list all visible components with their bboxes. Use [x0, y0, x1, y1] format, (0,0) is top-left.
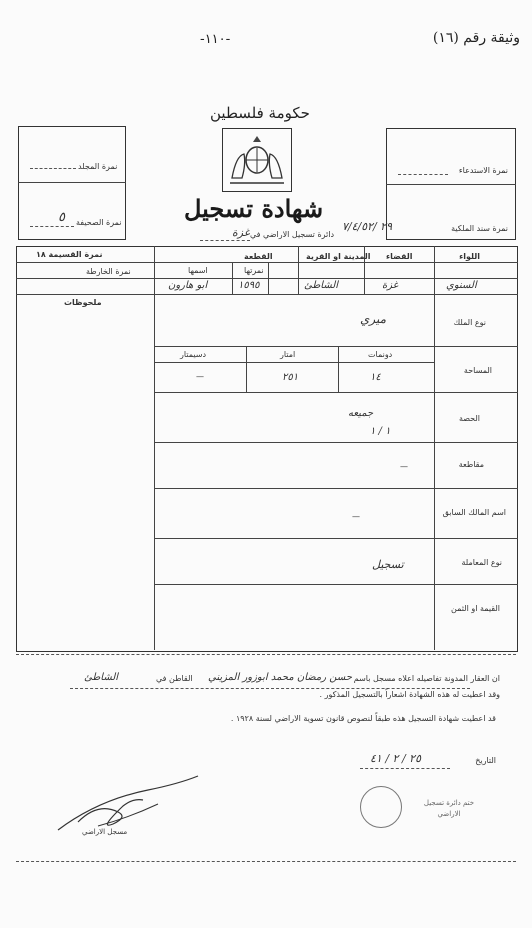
deed-number-label: نمرة سند الملكية — [451, 224, 508, 233]
date-label: التاريخ — [475, 756, 496, 765]
office-stamp-label: ختم دائرة تسجيل الاراضي — [423, 799, 475, 818]
col-header-subdistrict: القضاء — [386, 252, 413, 261]
deed-number-value: ٢٩ /٧/٤/٥٢ — [342, 220, 393, 233]
volume-label: نمرة المجلد — [78, 162, 118, 171]
previous-owner-value: — — [352, 512, 360, 521]
area-dunums-value: ١٤ — [370, 372, 381, 383]
certificate-title: شهادة تسجيل — [184, 194, 324, 223]
transaction-type-value: تسجيل — [372, 558, 404, 571]
area-meters-value: ٢٥١ — [282, 372, 299, 383]
page-label: نمرة الصحيفة — [76, 218, 122, 227]
village-value: الشاطئ — [304, 280, 339, 291]
area-meters-header: امتار — [280, 350, 296, 359]
col-header-parcel-number: نمرة القسيمة ١٨ — [36, 250, 103, 259]
office-stamp-seal — [360, 786, 402, 828]
boundaries-value: — — [400, 462, 408, 471]
coat-of-arms-emblem — [222, 128, 292, 192]
plot-number-sub-header: نمرتها — [244, 266, 264, 275]
col-header-district: اللواء — [459, 252, 480, 261]
area-decimeters-value: — — [196, 372, 204, 381]
land-registry-office-value: غزة — [232, 226, 250, 239]
remarks-label: ملحوظات — [64, 298, 102, 307]
resident-place: الشاطئ — [84, 672, 119, 683]
col-header-plot: القطعة — [244, 252, 273, 261]
district-value: السنوي — [446, 280, 477, 291]
plot-name-sub-header: اسمها — [188, 266, 208, 275]
price-label: القيمة او الثمن — [451, 604, 500, 613]
footer-line-2: وقد اعطيت له هذه الشهادة اشعاراً بالتسجيل المذكور . — [319, 690, 500, 699]
area-decimeters-header: دسيمتار — [180, 350, 207, 359]
property-type-label: نوع الملك — [453, 318, 486, 327]
registrar-label: مسجل الاراضي — [82, 828, 128, 836]
footer-line-1: ان العقار المدونة تفاصيله اعلاه مسجل باسم — [353, 674, 500, 683]
footer-line-3: قد اعطيت شهادة التسجيل هذه طبقاً لنصوص قانون تسوية الاراضي لسنة ١٩٢٨ . — [230, 714, 496, 723]
share-value: جميعه — [348, 408, 374, 419]
boundaries-label: مقاطعة — [458, 460, 484, 469]
previous-owner-label: اسم المالك السابق — [442, 508, 506, 517]
col-header-village: المدينة او القرية — [306, 252, 371, 261]
plot-name-value: ابو هارون — [168, 280, 208, 291]
share-fraction-value: ١ / ١ — [370, 426, 391, 437]
land-registry-office-label: دائرة تسجيل الاراضي في — [250, 230, 335, 239]
area-label: المساحة — [463, 366, 492, 375]
resident-label: القاطن في — [156, 674, 193, 683]
area-dunums-header: دونمات — [368, 350, 393, 359]
date-value: ٢٥ / ٢ / ٤١ — [370, 752, 421, 765]
government-title: حكومة فلسطين — [210, 104, 310, 122]
registrar-signature — [48, 770, 208, 840]
transaction-type-label: نوع المعاملة — [461, 558, 502, 567]
subdistrict-value: غزة — [382, 280, 398, 291]
document-number: وثيقة رقم (١٦) — [432, 30, 520, 46]
page-number: -١١٠- — [200, 32, 231, 47]
application-label: نمرة الاستدعاء — [458, 166, 508, 175]
col-header-map-number: نمرة الخارطة — [86, 267, 131, 276]
plot-number-value: ١٥٩٥ — [238, 280, 260, 291]
share-label: الحصة — [458, 414, 480, 423]
page-value: ٥ — [58, 210, 65, 225]
owner-name: حسن رمضان محمد ابوزور المزيني — [208, 672, 352, 683]
property-type-value: ميري — [360, 312, 387, 326]
